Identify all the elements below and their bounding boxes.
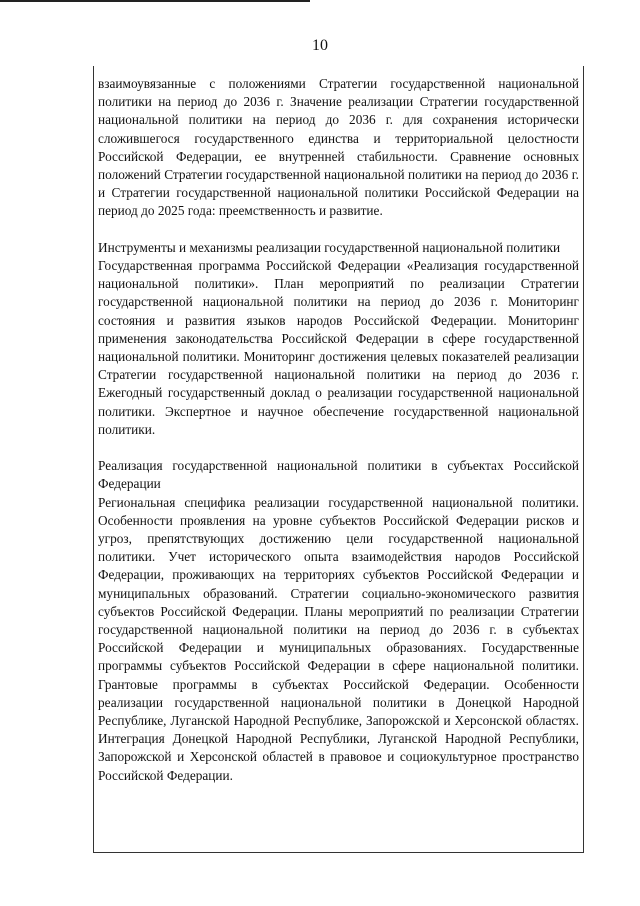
section-body: Государственная программа Российской Федерации «Реализация государственной национальной политики». План мероприятий по реализации Стратегии государственной национальной политики на период до 2036 г. Мониторинг состояния и развития языков народов Российской Федерации. Мониторинг применения законодательства Российской Федерации в сфере государственной национальной политики. Мониторинг достижения целевых показателей реализации Стратегии государственной национальной политики на период до 2036 г. Ежегодный государственный доклад о реализации государственной национальной политики. Экспертное и научное обеспечение государственной национальной политики. xyxy=(98,258,579,437)
section-title: Реализация государственной национальной политики в субъектах Российской Федерации xyxy=(98,458,579,492)
section-instruments xyxy=(98,239,579,439)
section-body: Региональная специфика реализации государственной национальной политики. Особенности проявления на уровне субъектов Российской Федерации рисков и угроз, препятствующих достижению цели государственной национальной политики. Учет исторического опыта взаимодействия народов Российской Федерации, проживающих на территориях субъектов Российской Федерации и муниципальных образований. Стратегии социально-экономического развития субъектов Российской Федерации. Планы мероприятий по реализации Стратегии государственной национальной политики на период до 2036 г. в субъектах Российской Федерации и муниципальных образованиях. Государственные программы субъектов Российской Федерации в сфере национальной политики. Грантовые программы в субъектах Российской Федерации. Особенности реализации государственной национальной политики в Донецкой Народной Республике, Луганской Народной Республике, Запорожской и Херсонской областях. Интеграция Донецкой Народной Республики, Луганской Народной Республики, Запорожской и Херсонской областей в правовое и социокультурное пространство Российской Федерации. xyxy=(98,494,579,783)
top-rule xyxy=(0,0,310,2)
section-title: Инструменты и механизмы реализации государственной национальной политики xyxy=(98,239,561,255)
document-body xyxy=(98,75,579,785)
page-number: 10 xyxy=(312,37,328,54)
intro-paragraph: взаимоувязанные с положениями Стратегии государственной национальной политики на период до 2036 г. Значение реализации Стратегии государственной национальной политики на период до 2036 г. для сохранения исторически сложившегося государственного единства и территориальной целостности Российской Федерации, ее внутренней стабильности. Сравнение основных положений Стратегии государственной национальной политики на период до 2036 г. и Стратегии государственной национальной политики Российской Федерации на период до 2025 года: преемственность и развитие. xyxy=(98,76,579,219)
section-regions xyxy=(98,457,579,785)
table-cell-frame xyxy=(93,66,584,853)
